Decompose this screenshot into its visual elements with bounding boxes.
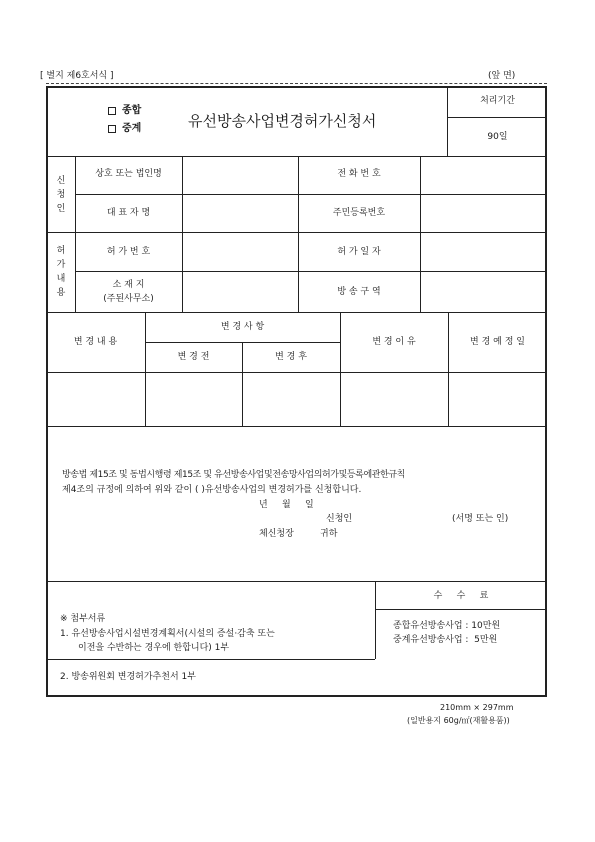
paper-size: 210mm × 297mm — [440, 703, 514, 712]
statement-signature: (서명 또는 인) — [452, 514, 509, 524]
section-char: 가 — [56, 260, 66, 270]
attachment-item-1a: 1. 유선방송사업시설변경계획서(시설의 증설·감축 또는 — [60, 629, 275, 639]
attachment-item-2: 2. 방송위원회 변경허가추천서 1부 — [60, 672, 196, 682]
paper-spec: (일반용지 60g/㎡(재활용품)) — [407, 716, 510, 725]
statement-applicant: 신청인 — [326, 514, 353, 524]
processing-value: 90일 — [487, 132, 508, 142]
change-content-label: 변 경 내 용 — [73, 337, 118, 347]
option-comprehensive: 종합 — [122, 105, 142, 116]
section-char: 내 — [56, 274, 66, 284]
permit-section-label — [54, 244, 68, 300]
section-char: 인 — [56, 204, 66, 214]
section-char: 신 — [56, 176, 66, 186]
statement-line-1: 방송법 제15조 및 동법시행령 제15조 및 유선방송사업및전송망사업의허가및등록에관한규칙 — [62, 470, 405, 480]
reason-label: 변 경 이 유 — [372, 337, 416, 347]
location-field[interactable] — [183, 272, 297, 311]
statement-date: 년 월 일 — [259, 500, 314, 510]
fee-relay: 중계유선방송사업 : 5만원 — [393, 635, 498, 645]
after-label: 변 경 후 — [275, 352, 307, 362]
before-label: 변 경 전 — [177, 352, 210, 362]
permit-date-field[interactable] — [421, 233, 545, 270]
row-line — [46, 659, 375, 660]
row-line — [46, 312, 547, 313]
after-field[interactable] — [243, 373, 339, 425]
form-number: [ 별지 제6호서식 ] — [40, 71, 114, 81]
phone-label: 전 화 번 호 — [337, 169, 381, 179]
applicant-section-label — [54, 174, 68, 216]
location-label: 소 재 지 — [112, 280, 145, 290]
option-relay: 중계 — [122, 123, 142, 134]
broadcast-area-label: 방 송 구 역 — [337, 287, 381, 297]
fee-comprehensive: 종합유선방송사업 : 10만원 — [393, 621, 501, 631]
trade-name-label: 상호 또는 법인명 — [95, 169, 162, 179]
attachment-item-1b: 이전을 수반하는 경우에 한합니다) 1부 — [78, 643, 230, 653]
representative-field[interactable] — [183, 195, 297, 231]
resident-id-label: 주민등록번호 — [332, 208, 386, 218]
resident-id-field[interactable] — [421, 195, 545, 231]
permit-number-label: 허 가 번 호 — [106, 247, 151, 257]
section-char: 청 — [56, 190, 66, 200]
section-char: 허 — [56, 246, 66, 256]
reason-field[interactable] — [341, 373, 447, 425]
checkbox-relay[interactable] — [108, 125, 116, 133]
section-char: 용 — [56, 288, 66, 298]
row-line — [46, 581, 547, 582]
row-line — [375, 609, 547, 610]
location-sub-label: (주된사무소) — [103, 294, 154, 304]
phone-field[interactable] — [421, 157, 545, 193]
before-field[interactable] — [146, 373, 241, 425]
row-line — [448, 117, 547, 118]
statement-addressee: 체신청장 — [259, 529, 294, 539]
permit-number-field[interactable] — [183, 233, 297, 270]
header-rule — [46, 83, 547, 84]
statement-line-2: 제4조의 규정에 의하여 위와 같이 ( )유선방송사업의 변경허가를 신청합니다. — [62, 485, 362, 495]
form-title: 유선방송사업변경허가신청서 — [188, 112, 377, 130]
attachments-heading: ※ 첨부서류 — [60, 614, 106, 624]
planned-date-label: 변 경 예 정 일 — [470, 337, 525, 347]
planned-date-field[interactable] — [449, 373, 545, 425]
representative-label: 대 표 자 명 — [106, 208, 151, 218]
change-items-label: 변 경 사 항 — [220, 322, 265, 332]
processing-label: 처리기간 — [480, 96, 515, 106]
trade-name-field[interactable] — [183, 157, 297, 193]
page-side: (앞 면) — [488, 71, 516, 81]
change-content-field[interactable] — [48, 373, 144, 425]
statement-honorific: 귀하 — [320, 529, 338, 539]
permit-date-label: 허 가 일 자 — [337, 247, 381, 257]
checkbox-comprehensive[interactable] — [108, 107, 116, 115]
broadcast-area-field[interactable] — [421, 272, 545, 311]
row-line — [46, 426, 547, 427]
fee-label: 수 수 료 — [433, 591, 489, 601]
